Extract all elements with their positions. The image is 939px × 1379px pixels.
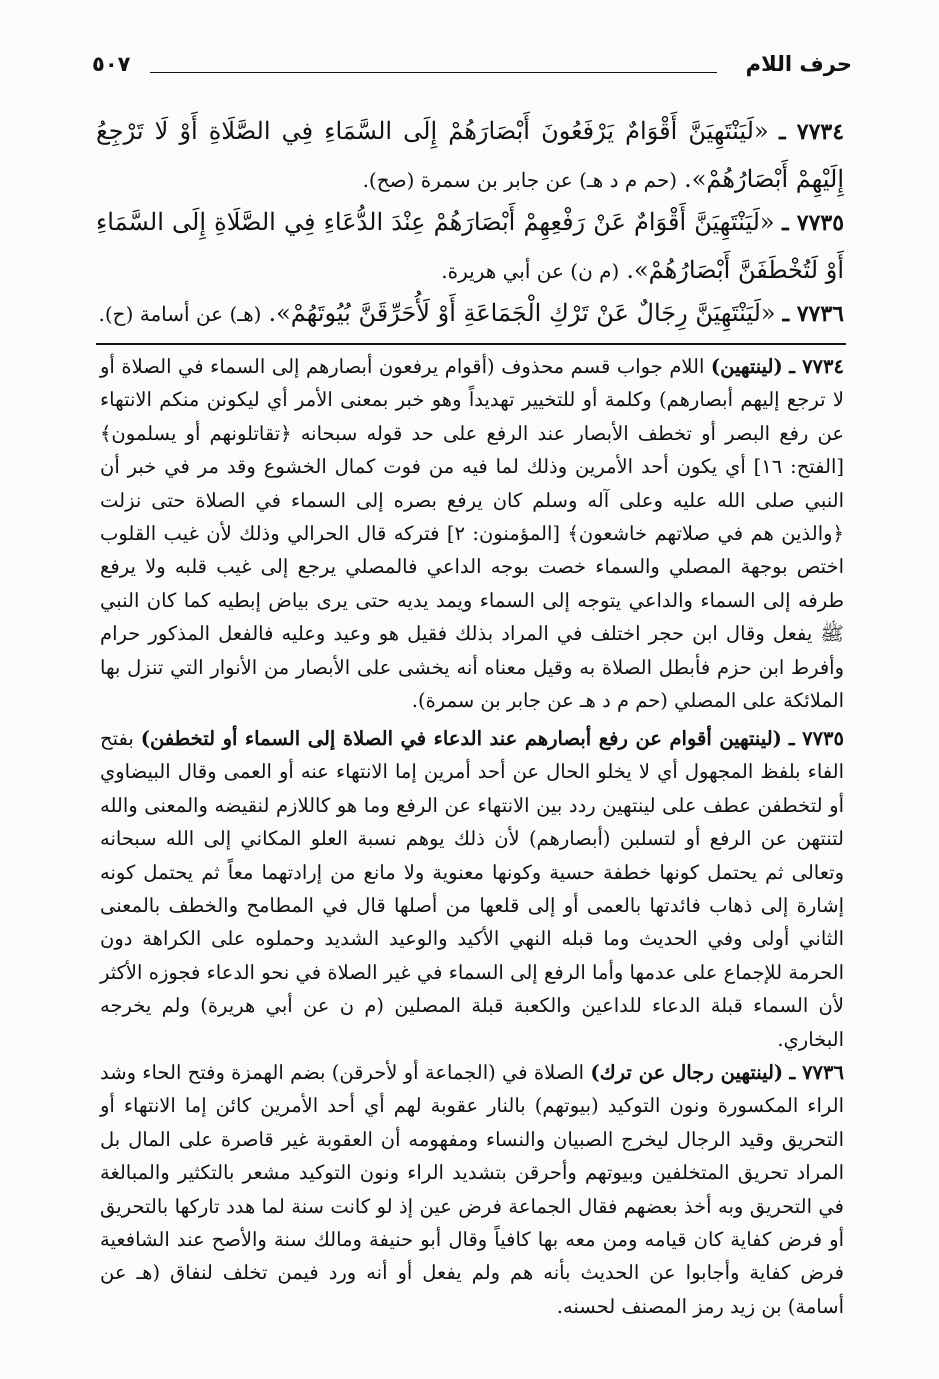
- commentary-text: بفتح الفاء بلفظ المجهول أي لا يخلو الحال عن أحد أمرين إما الانتهاء عنه أو العمى وقال البيضاوي أو لتخطفن عطف على لينتهين ردد بين الانتهاء عن الرفع وما هو كاللازم لنقيضه والمعنى والله لتنتهن عن الرفع أو لتسلبن (أبصارهم) لأن ذلك يوهم نسبة العلو المكاني إلى الله سبحانه وتعالى ثم يحتمل كونها خطفة حسية وكونها معنوية ولا مانع من إرادتهما معاً ثم يحتمل كونه إشارة إلى ذهاب فائدتها بالعمى أو إلى قلعها من أصلها قال في المطامح والخطف بالمعنى الثاني أولى وفي الحديث وما قبله النهي الأكيد والوعيد الشديد وحملوه على الكراهة دون الحرمة للإجماع على عدمها وأما الرفع إلى السماء في غير الصلاة في نحو الدعاء فجوزه الأكثر لأن السماء قبلة الدعاء للداعين والكعبة قبلة المصلين (م ن عن أبي هريرة) ولم يخرجه البخاري.: [100, 727, 845, 1051]
- hadith-source: (م ن) عن أبي هريرة.: [441, 259, 620, 283]
- hadith-text: «لَيَنْتَهِيَنَّ أَقْوَامٌ عَنْ رَفْعِهِمْ أَبْصَارَهُمْ عِنْدَ الدُّعَاءِ فِي الصَّلَاةِ إِلَى السَّمَاءِ أَوْ لَتُخْطَفَنَّ أَبْصَارُهُمْ».: [96, 208, 844, 284]
- hadith-source: (حم م د هـ) عن جابر بن سمرة (صح).: [362, 168, 678, 192]
- commentary-number: ٧٧٣٥ ـ: [788, 727, 844, 750]
- commentary-number: ٧٧٣٤ ـ: [789, 355, 844, 378]
- commentary-7735: [100, 722, 844, 1056]
- hadith-7735: [96, 199, 844, 295]
- hadith-source: (هـ) عن أسامة (ح).: [98, 302, 262, 326]
- hadith-number: ٧٧٣٤ ـ: [779, 119, 845, 145]
- commentary-7734: [100, 350, 844, 717]
- hadith-text: «لَيَنْتَهِيَنَّ رِجَالٌ عَنْ تَرْكِ الْجَمَاعَةِ أَوْ لَأُحَرِّقَنَّ بُيُوتَهُمْ».: [268, 299, 776, 327]
- commentary-7736: [100, 1056, 844, 1323]
- running-header: [92, 52, 852, 86]
- commentary-lemma: (لينتهين أقوام عن رفع أبصارهم عند الدعاء في الصلاة إلى السماء أو لتخطفن): [140, 727, 782, 750]
- commentary-lemma: (لينتهين): [710, 355, 783, 378]
- page-number: ٥٠٧: [92, 52, 131, 76]
- hadith-number: ٧٧٣٥ ـ: [782, 210, 845, 236]
- hadith-text: «لَيَنْتَهِيَنَّ أَقْوَامٌ يَرْفَعُونَ أَبْصَارَهُمْ إِلَى السَّمَاءِ فِي الصَّلَاةِ أَوْ لَا تَرْجِعُ إِلَيْهِمْ أَبْصَارُهُمْ».: [96, 117, 844, 193]
- hadith-7736: [96, 290, 844, 338]
- footnote-divider: [96, 343, 846, 345]
- commentary-lemma: (لينتهين رجال عن ترك): [590, 1061, 784, 1084]
- hadith-number: ٧٧٣٦ ـ: [782, 301, 844, 327]
- commentary-text: الصلاة في (الجماعة أو لأحرقن) بضم الهمزة وفتح الحاء وشد الراء المكسورة ونون التوكيد (بيوتهم) بالنار عقوبة لهم أي أحد الأمرين كائن إما الانتهاء أو التحريق وقيد الرجال ليخرج الصبيان والنساء ومفهومه أن العقوبة غير قاصرة على المال بل المراد تحريق المتخلفين وبيوتهم وأحرقن بتشديد الراء ونون التوكيد مشعر بالتكثير والمبالغة في التحريق وبه أخذ بعضهم فقال الجماعة فرض عين إذ لو كانت سنة لما هدد تاركها بالتحريق أو فرض كفاية كان قيامه ومن معه بها كافياً وقال أبو حنيفة ومالك سنة والأصح عند الشافعية فرض كفاية وأجابوا عن الحديث بأنه هم ولم يفعل أو أنه ورد فيمن تخلف لنفاق (هـ عن أسامة) بن زيد رمز المصنف لحسنه.: [100, 1061, 844, 1318]
- commentary-text: اللام جواب قسم محذوف (أقوام يرفعون أبصارهم إلى السماء في الصلاة أو لا ترجع إليهم أبصارهم) وكلمة أو للتخيير تهديداً وهو خبر بمعنى الأمر أي ليكونن منكم الانتهاء عن رفع البصر أو تخطف الأبصار عند الرفع على حد قوله سبحانه ﴿تقاتلونهم أو يسلمون﴾ [الفتح: ١٦] أي يكون أحد الأمرين وذلك لما فيه من فوت كمال الخشوع وقد مر في خبر أن النبي صلى الله عليه وعلى آله وسلم كان يرفع بصره إلى السماء في الصلاة حتى نزلت ﴿والذين هم في صلاتهم خاشعون﴾ [المؤمنون: ٢] فتركه قال الحرالي وذلك لأن غيب القلوب اختص بوجهة المصلي والسماء خصت بوجه الداعي فالمصلي يرجع إلى غيب قلبه ولا يرفع طرفه إلى السماء والداعي يتوجه إلى السماء ويمد يديه حتى يرى بياض إبطيه كما كان النبي ﷺ يفعل وقال ابن حجر اختلف في المراد بذلك فقيل هو وعيد وعليه فالفعل المذكور حرام وأفرط ابن حزم فأبطل الصلاة به وقيل معناه أنه يخشى على الأبصار من الأنوار التي تنزل بها الملائكة على المصلي (حم م د هـ عن جابر بن سمرة).: [100, 355, 844, 713]
- hadith-7734: [96, 108, 844, 204]
- chapter-title: حرف اللام: [745, 52, 852, 76]
- commentary-number: ٧٧٣٦ ـ: [789, 1061, 844, 1084]
- header-rule: [150, 72, 717, 73]
